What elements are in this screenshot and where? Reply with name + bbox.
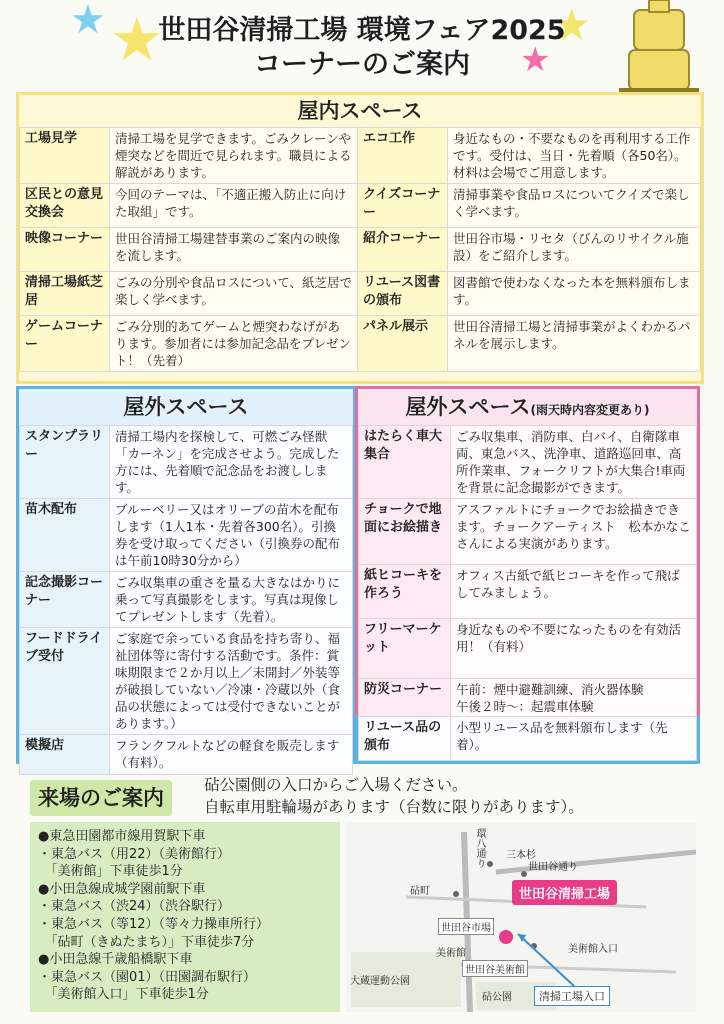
- map-label-park-track: 大蔵運動公園: [350, 976, 410, 987]
- list-item: ●小田急線千歳船橋駅下車: [38, 952, 193, 968]
- list-item: 「美術館」下車徒歩1分: [38, 864, 183, 880]
- indoor-text: 今回のテーマは、「不適正搬入防止に向けた取組」です。: [110, 184, 358, 228]
- indoor-label: ゲームコーナー: [20, 316, 110, 372]
- table-row: [20, 272, 701, 316]
- star-icon: ★: [70, 0, 106, 43]
- outdoor-right-title-text: 屋外スペース: [405, 395, 531, 419]
- map-label-market: 世田谷市場: [438, 918, 494, 935]
- outdoor-label: 防災コーナー: [359, 679, 451, 719]
- table-row: [20, 128, 701, 184]
- table-row: [20, 499, 353, 572]
- outdoor-text: ごみ収集車の重さを量る大きなはかりに乗って写真撮影をします。写真は現像してプレゼントします（先着）。: [110, 572, 353, 628]
- outdoor-label: 苗木配布: [20, 499, 110, 572]
- outdoor-label: チョークで地面にお絵描き: [359, 499, 451, 565]
- list-item: ・東急バス（園01）（田園調布駅行）: [38, 969, 257, 985]
- title-line2: コーナーのご案内: [254, 49, 470, 80]
- outdoor-text: ブルーベリー又はオリーブの苗木を配布します（1人1本・先着各300名）。引換券を受け取ってください（引換券の配布は午前10時30分から）: [110, 499, 353, 572]
- table-row: [359, 499, 697, 565]
- map-label-museum-entrance: 美術館入口: [568, 944, 618, 955]
- outdoor-left-section: [16, 386, 356, 770]
- indoor-title: 屋内スペース: [19, 95, 701, 127]
- indoor-label: エコ工作: [358, 128, 448, 184]
- indoor-text: ごみ分別的あてゲームと煙突わなげがあります。参加者には参加記念品をプレゼント！（先着）: [110, 316, 358, 372]
- indoor-text: ごみの分別や食品ロスについて、紙芝居で楽しく学べます。: [110, 272, 358, 316]
- indoor-label: 映像コーナー: [20, 228, 110, 272]
- outdoor-label: スタンプラリー: [20, 426, 110, 499]
- indoor-text: 身近なもの・不要なものを再利用する工作です。受付は、当日・先着順（各50名）。材料は会場でご用意します。: [448, 128, 701, 184]
- star-icon: ★: [552, 0, 592, 51]
- table-row: [359, 619, 697, 679]
- indoor-section: [16, 92, 704, 384]
- indoor-text: 世田谷市場・リセタ（びんのリサイクル施設）をご紹介します。: [448, 228, 701, 272]
- outdoor-label: リユース品の頒布: [359, 717, 451, 761]
- indoor-label: 清掃工場紙芝居: [20, 272, 110, 316]
- indoor-label: クイズコーナー: [358, 184, 448, 228]
- table-row: [20, 572, 353, 628]
- indoor-text: 世田谷清掃工場と清掃事業がよくわかるパネルを展示します。: [448, 316, 701, 372]
- map-label-sanbonsugi: 三本杉: [506, 850, 536, 861]
- access-title: 来場のご案内: [30, 780, 172, 816]
- outdoor-label: 紙ヒコーキを作ろう: [359, 565, 451, 619]
- access-notes: [204, 774, 584, 818]
- access-map: [346, 822, 696, 1012]
- indoor-text: 清掃工場を見学できます。ごみクレーンや煙突などを間近で見られます。職員による解説があります。: [110, 128, 358, 184]
- indoor-table: [19, 127, 701, 372]
- list-item: ●小田急線成城学園前駅下車: [38, 881, 206, 897]
- table-row: [359, 717, 697, 761]
- list-item: 「美術館入口」下車徒歩1分: [38, 987, 209, 1003]
- access-note-2: 自転車用駐輪場があります（台数に限りがあります）。: [204, 798, 584, 816]
- outdoor-text: アスファルトにチョークでお絵描きできます。チョークアーティスト 松本かなこさんによる実演があります。: [451, 499, 697, 565]
- access-note-1: 砧公園側の入口からご入場ください。: [204, 776, 468, 794]
- table-row: [20, 735, 353, 775]
- indoor-text: 清掃事業や食品ロスについてクイズで楽しく学べます。: [448, 184, 701, 228]
- map-label-kinutamachi: 砧町: [410, 886, 430, 897]
- map-label-park: 砧公園: [482, 992, 512, 1003]
- outdoor-right-table: [358, 425, 697, 719]
- outdoor-label: はたらく車大集合: [359, 426, 451, 499]
- indoor-text: 図書館で使わなくなった本を無料頒布します。: [448, 272, 701, 316]
- outdoor-left-table: [19, 425, 353, 775]
- outdoor-text: 身近なものや不要になったものを有効活用！（有料）: [451, 619, 697, 679]
- map-label-factory: 世田谷清掃工場: [512, 880, 617, 905]
- map-label-ring8: 環八通り: [474, 828, 485, 868]
- outdoor-right-title: [358, 389, 697, 425]
- list-item: 「砧町（きぬたまち）」下車徒歩7分: [38, 934, 255, 950]
- outdoor-text: 清掃工場内を探検して、可燃ごみ怪獣「カーネン」を完成させよう。完成した方には、先着順で記念品をお渡しします。: [110, 426, 353, 499]
- list-item: ・東急バス（用22）（美術館行）: [38, 846, 231, 862]
- table-row: [20, 426, 353, 499]
- outdoor-label: フリーマーケット: [359, 619, 451, 679]
- indoor-text: 世田谷清掃工場建替事業のご案内の映像を流します。: [110, 228, 358, 272]
- indoor-label: パネル展示: [358, 316, 448, 372]
- outdoor-left-title: 屋外スペース: [123, 395, 249, 419]
- map-label-museum-hall: 美術館: [436, 948, 466, 959]
- table-row: [359, 679, 697, 719]
- indoor-label: 区民との意見交換会: [20, 184, 110, 228]
- outdoor-text: 午前：煙中避難訓練、消火器体験 午後２時～：起震車体験: [451, 679, 697, 719]
- outdoor-text: フランクフルトなどの軽食を販売します（有料）。: [110, 735, 353, 775]
- outdoor-label: 模擬店: [20, 735, 110, 775]
- outdoor-text: 小型リユース品を無料頒布します（先着）。: [451, 717, 697, 761]
- table-row: [20, 228, 701, 272]
- route-list: [30, 822, 340, 1012]
- list-item: ・東急バス（渋24）（渋谷駅行）: [38, 899, 231, 915]
- outdoor-text: ご家庭で余っている食品を持ち寄り、福祉団体等に寄付する活動です。条件：賞味期限まで２か月以上／未開封／外装等が破損していない／冷凍・冷蔵以外（食品の状態によっては受付できないことがあります。）: [110, 628, 353, 735]
- outdoor-right-title-note: (雨天時内容変更あり): [530, 403, 650, 417]
- star-icon: ★: [520, 40, 551, 80]
- map-label-museum: 世田谷美術館: [462, 960, 528, 977]
- map-label-factory-entrance: 清掃工場入口: [534, 986, 610, 1006]
- star-icon: ★: [110, 5, 164, 75]
- table-row: [359, 426, 697, 499]
- title-line1: 世田谷清掃工場 環境フェア2025: [158, 15, 566, 46]
- outdoor-text: オフィス古紙で紙ヒコーキを作って飛ばしてみましょう。: [451, 565, 697, 619]
- table-row: [20, 316, 701, 372]
- outdoor-text: ごみ収集車、消防車、白バイ、自衛隊車両、東急バス、洗浄車、道路巡回車、高所作業車、フォークリフトが大集合!車両を背景に記念撮影ができます。: [451, 426, 697, 499]
- table-row: [20, 628, 353, 735]
- table-row: [359, 565, 697, 619]
- page-title: [0, 5, 724, 82]
- map-label-setagaya-dori: 世田谷通り: [528, 862, 578, 873]
- outdoor-right-section: [355, 386, 700, 718]
- outdoor-label: 記念撮影コーナー: [20, 572, 110, 628]
- outdoor-label: フードドライブ受付: [20, 628, 110, 735]
- table-row: [20, 184, 701, 228]
- list-item: ●東急田園都市線用賀駅下車: [38, 829, 206, 844]
- indoor-label: 工場見学: [20, 128, 110, 184]
- reuse-table: [358, 716, 697, 761]
- indoor-label: リユース図書の頒布: [358, 272, 448, 316]
- indoor-label: 紹介コーナー: [358, 228, 448, 272]
- reuse-section: [355, 716, 700, 764]
- list-item: ・東急バス（等12）（等々力操車所行）: [38, 916, 270, 932]
